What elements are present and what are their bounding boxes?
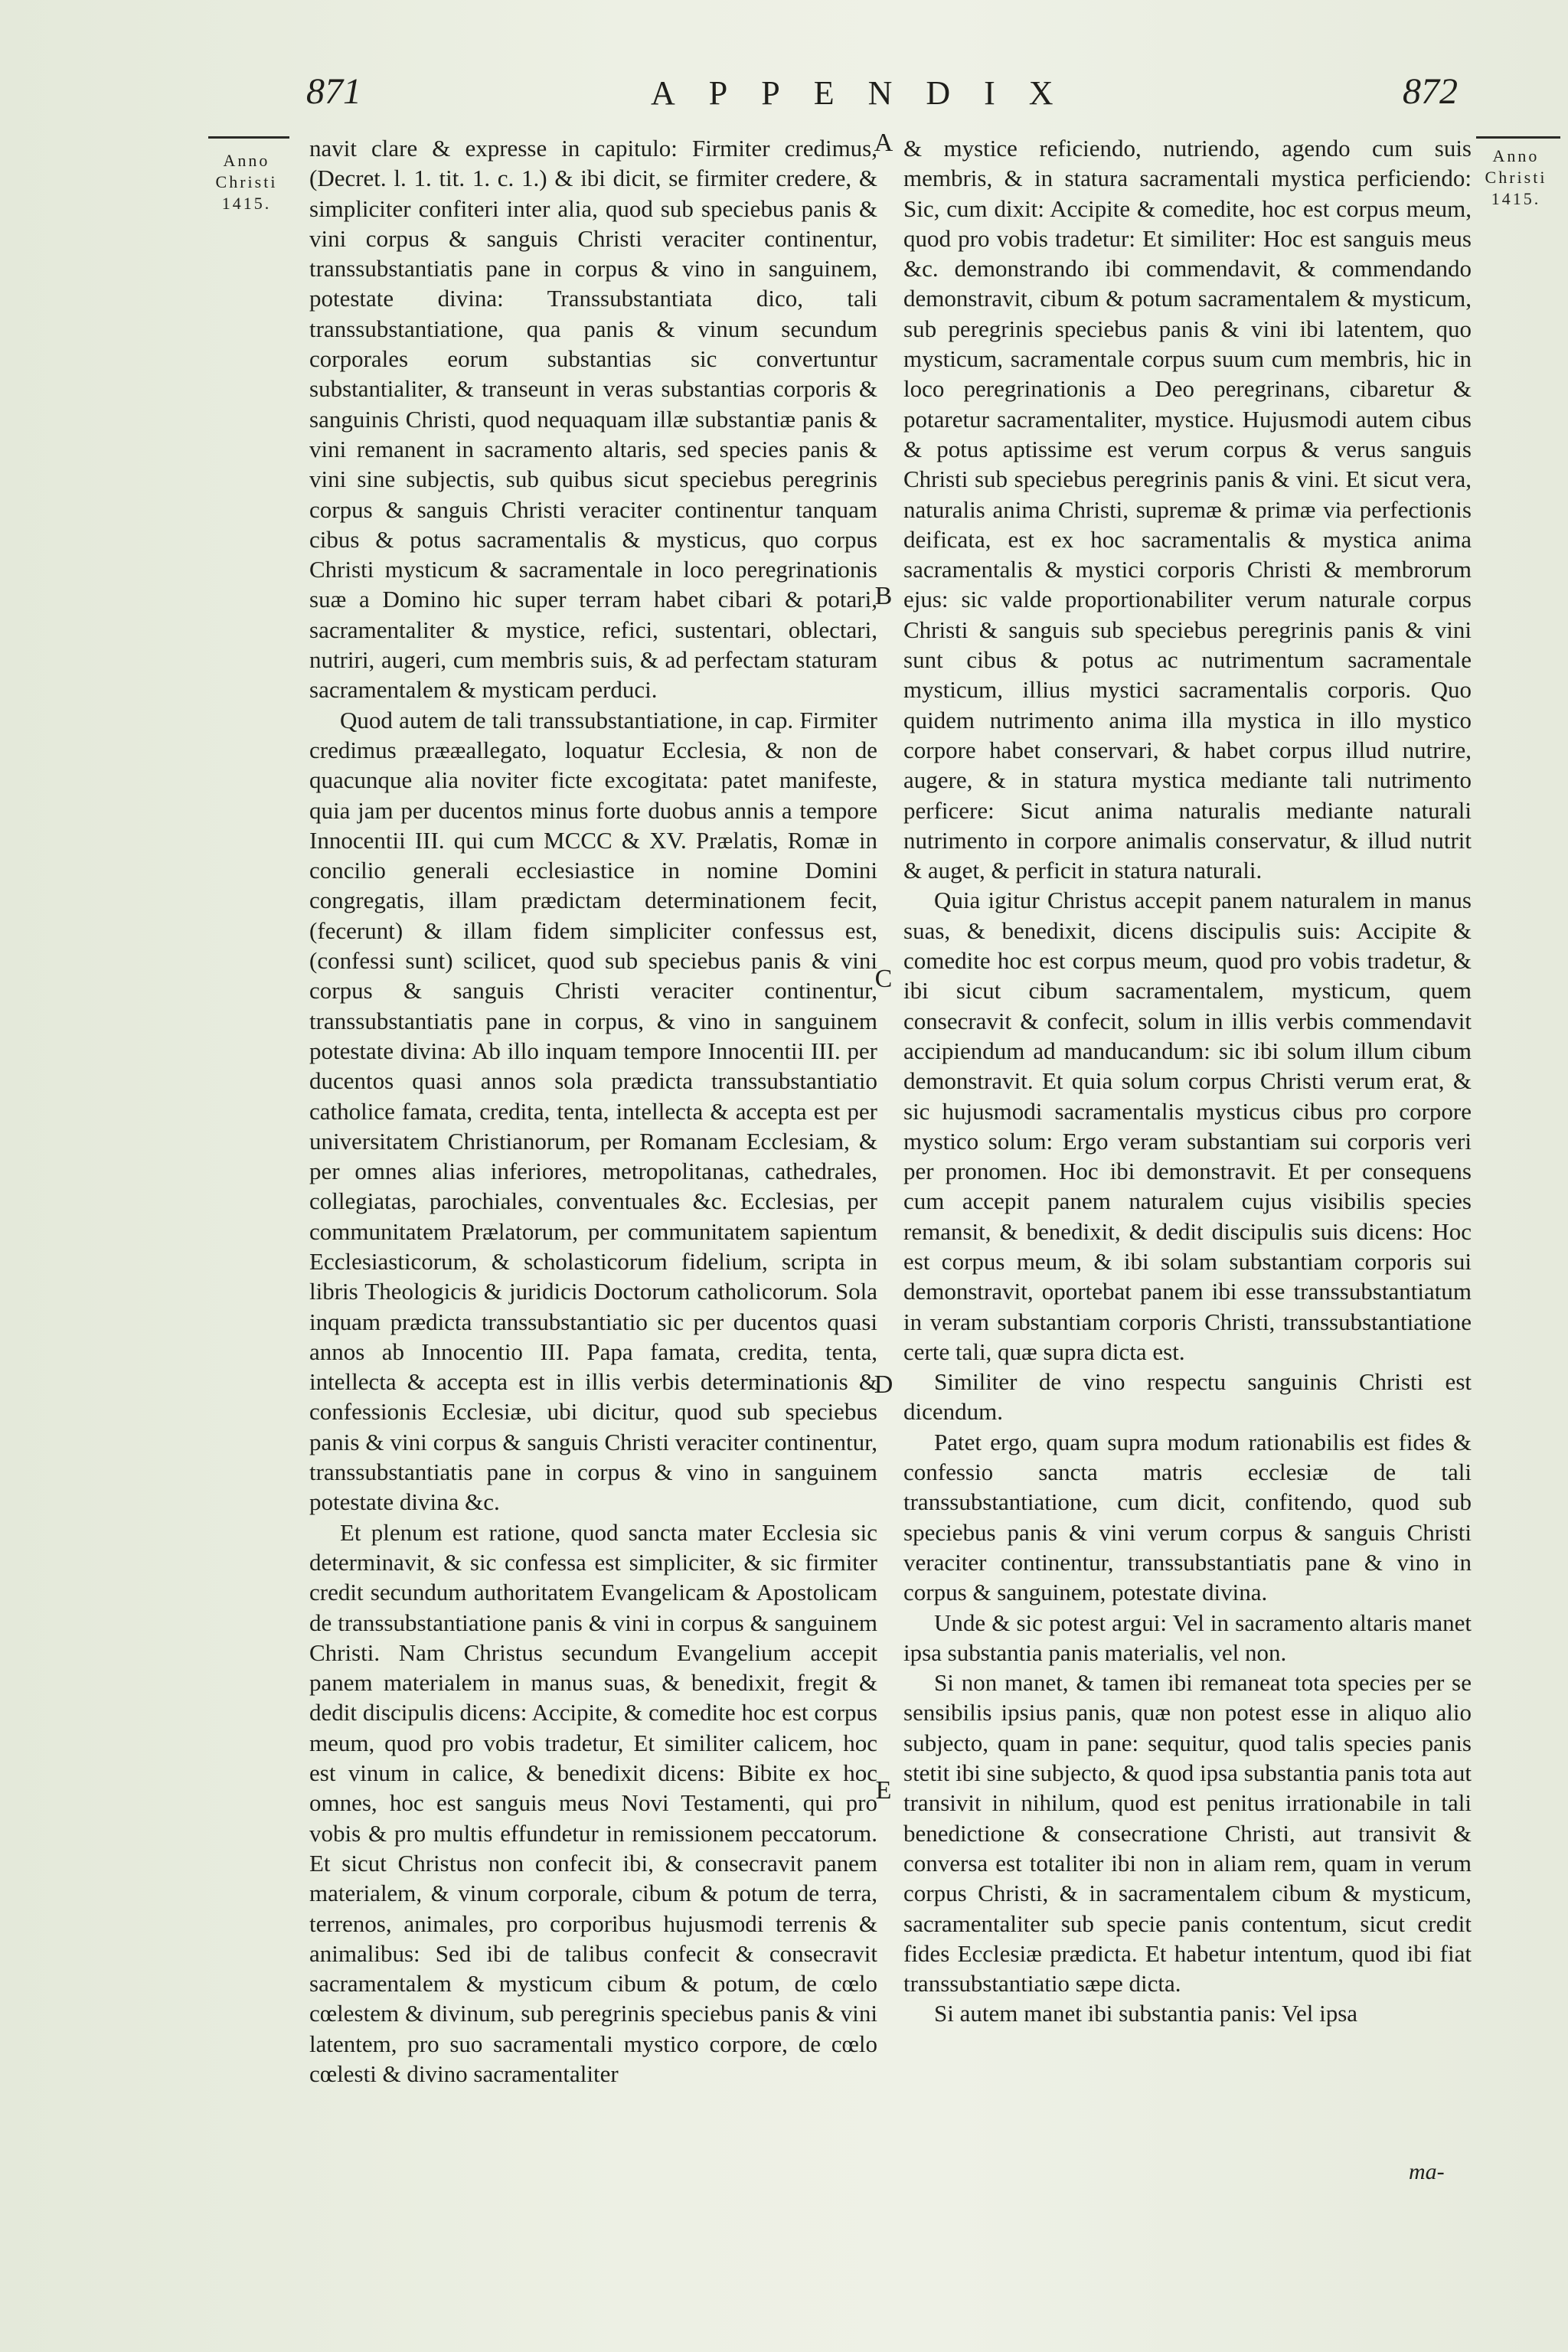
text-column-right [903,133,1472,2277]
paragraph: & mystice reficiendo, nutriendo, agendo cum suis membris, & in statura sacramentali mystica perficiendo: Sic, cum dixit: Accipite & comedite, hoc est corpus meum, quod pro vobis tradetur: Et similiter: Hoc est sanguis meus &c. demonstrando ibi commendavit, & commendando demonstravit, cibum & potum sacramentalem & mysticum, sub peregrinis speciebus panis & vini ibi latentem, quo mysticum, sacramentale corpus suum cum membris, hic in loco peregrinationis a Deo peregrinans, cibaretur & potaretur sacramentaliter, mystice. Hujusmodi autem cibus & potus aptissime est verum corpus & verus sanguis Christi sub speciebus peregrinis panis & vini. Et sicut vera, naturalis anima Christi, supremæ & primæ via perfectionis deificata, est ex hoc sacramentalis & mystica anima sacramentalis & mystici corporis Christi & membrorum ejus: sic valde proportionabiliter verum naturale corpus Christi & sanguis sub speciebus peregrinis panis & vini sunt cibus & potus ac nutrimentum sacramentale mysticum, illius mystici sacramentalis corporis. Quo quidem nutrimento anima illa mystica in illo mystico corpore habet conservari, & habet corpus illud nutrire, augere, & in statura mystica mediante tali nutrimento perficere: Sicut anima naturalis mediante naturali nutrimento in corpore animalis conservatur, & illud nutrit & auget, & perficit in statura naturali. [903,135,1472,884]
section-letter-d: D [874,1370,893,1399]
margin-rule-left [208,136,289,139]
paragraph: Patet ergo, quam supra modum rationabilis est fides & confessio sancta matris ecclesiæ de tali transsubstantiatione, cum dicit, confitendo, quod sub speciebus panis & vini verum corpus & sanguis Christi veraciter continentur, transsubstantiatis pane & vino in corpus & sanguinem, potestate divina. [903,1428,1472,1606]
margin-note-line: Anno [1492,146,1540,165]
section-letter-e: E [875,1776,892,1805]
paragraph: navit clare & expresse in capitulo: Firmiter credimus, (Decret. l. 1. tit. 1. c. 1.) & ibi dicit, se firmiter credere, & simpliciter confiteri inter alia, quod sub speciebus panis & vini corpus & sanguis Christi veraciter continentur, transsubstantiatis pane in corpus & vino in sanguinem, potestate divina: Transsubstantiata dico, tali transsubstantiatione, qua panis & vinum secundum corporales eorum substantias sic convertuntur substantialiter, & transeunt in veras substantias corporis & sanguinis Christi, quod nequaquam illæ substantiæ panis & vini remanent in sacramento altaris, sed species panis & vini sine subjectis, sub quibus sicut speciebus peregrinis corpus & sanguis Christi veraciter continentur tanquam cibus & potus sacramentalis & mysticus, quo corpus Christi mysticum & sacramentale in loco peregrinationis suæ a Domino hic super terram habet cibari & potari, sacramentaliter & mystice, refici, sustentari, oblectari, nutriri, augeri, cum membris suis, & ad perfectam staturam sacramentalem & mysticam perduci. [309,135,877,704]
margin-note-year-right [1470,145,1562,210]
paragraph: Similiter de vino respectu sanguinis Christi est dicendum. [903,1368,1472,1426]
text-column-left [309,133,877,2277]
page-number-right: 872 [1403,71,1458,112]
section-letter-b: B [874,582,893,610]
page-number-left: 871 [306,71,361,112]
paragraph: Si autem manet ibi substantia panis: Vel ipsa [934,2000,1358,2027]
paragraph: Quod autem de tali transsubstantiatione, in cap. Firmiter credimus prææallegato, loquatur Ecclesia, & non de quacunque alia noviter ficte excogitata: patet manifeste, quia jam per ducentos minus forte duobus annis a tempore Innocentii III. qui cum MCCC & XV. Prælatis, Romæ in concilio generali ecclesiastice in nomine Domini congregatis, illam prædictam determinationem fecit, (fecerunt) & illam fidem simpliciter confessus est, (confessi sunt) scilicet, quod sub speciebus panis & vini corpus & sanguis Christi veraciter continentur, transsubstantiatis pane in corpus, & vino in sanguinem potestate divina: Ab illo inquam tempore Innocentii III. per ducentos quasi annos sola prædicta transsubstantiatio catholice famata, credita, tenta, intellecta & accepta est per universitatem Christianorum, per Romanam Ecclesiam, & per omnes alias inferiores, metropolitanas, cathedrales, collegiatas, parochiales, conventuales &c. Ecclesias, per communitatem Prælatorum, per communitatem sapientum Ecclesiasticorum, & scholasticorum fidelium, scripta in libris Theologicis & juridicis Doctorum catholicorum. Sola inquam prædicta transsubstantiatio sic per ducentos quasi annos ab Innocentio III. Papa famata, credita, tenta, intellecta & accepta est in illis verbis determinationis & confessionis Ecclesiæ, ubi dicitur, quod sub speciebus panis & vini corpus & sanguis Christi veraciter continentur, transsubstantiatis pane in corpus & vino in sanguinem potestate divina &c. [309,706,877,1516]
margin-note-line: 1415. [221,194,272,213]
paragraph: Unde & sic potest argui: Vel in sacramento altaris manet ipsa substantia panis materialis, vel non. [903,1609,1472,1666]
margin-note-line: 1415. [1491,189,1541,208]
catchword: ma- [1409,2159,1445,2184]
section-letter-c: C [874,965,893,993]
margin-note-line: Christi [1485,168,1547,187]
paragraph: Si non manet, & tamen ibi remaneat tota species per se sensibilis ipsius panis, quæ non potest esse in aliquo alio subjecto, quam in pane: sequitur, quod talis species panis stetit ibi sine subjecto, & quod ipsa substantia panis tota aut transivit in nihilum, quod est penitus irrationabile in tali benedictione & consecratione Christi, aut transivit & conversa est totaliter ibi non in aliam rem, quam in verum corpus Christi, & in sacramentalem cibum & mysticum, sacramentaliter sub specie panis contentum, sicut credit fides Ecclesiæ prædicta. Et habetur intentum, quod ibi fiat transsubstantiatio sæpe dicta. [903,1669,1472,1998]
margin-note-line: Christi [215,172,278,191]
paragraph: Et plenum est ratione, quod sancta mater Ecclesia sic determinavit, & sic confessa est simpliciter, & sic firmiter credit secundum authoritatem Evangelicam & Apostolicam de transsubstantiatione panis & vini in corpus & sanguinem Christi. Nam Christus secundum Evangelium accepit panem materialem in manus suas, & benedixit, fregit & dedit discipulis dicens: Accipite, & comedite hoc est corpus meum, quod pro vobis tradetur, Et similiter calicem, hoc est vinum in calice, & benedixit dicens: Bibite ex hoc omnes, hoc est sanguis meus Novi Testamenti, qui pro vobis & pro multis effundetur in remissionem peccatorum. Et sicut Christus non confecit ibi, & consecravit panem materialem, & vinum corporale, cibum & potum de terra, terrenos, animales, pro corporibus hujusmodi terrenis & animalibus: Sed ibi de talibus confecit & consecravit sacramentalem & mysticum cibum & potum, de cœlo cœlestem & divinum, sub peregrinis speciebus panis & vini latentem, pro suo sacramentali mystico corpore, de cœlo cœlesti & divino sacramentaliter [309,1518,877,2087]
margin-note-line: Anno [223,151,270,170]
paragraph: Quia igitur Christus accepit panem naturalem in manus suas, & benedixit, dicens discipulis suis: Accipite & comedite hoc est corpus meum, quod pro vobis tradetur, & ibi sicut cibum sacramentalem, mysticum, quem consecravit & confecit, solum in illis verbis commendavit accipiendum ad manducandum: sic ibi solum illum cibum demonstravit. Et quia solum corpus Christi verum erat, & sic hujusmodi sacramentalis mysticus cibus pro corpore mystico solum: Ergo veram substantiam sui corporis veri per pronomen. Hoc ibi demonstravit. Et per consequens cum accepit panem naturalem cujus visibilis species remansit, & benedixit, & dedit discipulis suis dicens: Hoc est corpus meum, & ibi solam substantiam corporis sui demonstravit, oportebat panem ibi esse transsubstantiatum in veram substantiam corporis Christi, transsubstantiatione certe tali, quæ supra dicta est. [903,887,1472,1365]
margin-note-year-left [201,150,292,214]
margin-rule-right [1476,136,1560,139]
running-header-title: APPENDIX [651,74,1087,112]
section-letter-a: A [874,129,893,157]
